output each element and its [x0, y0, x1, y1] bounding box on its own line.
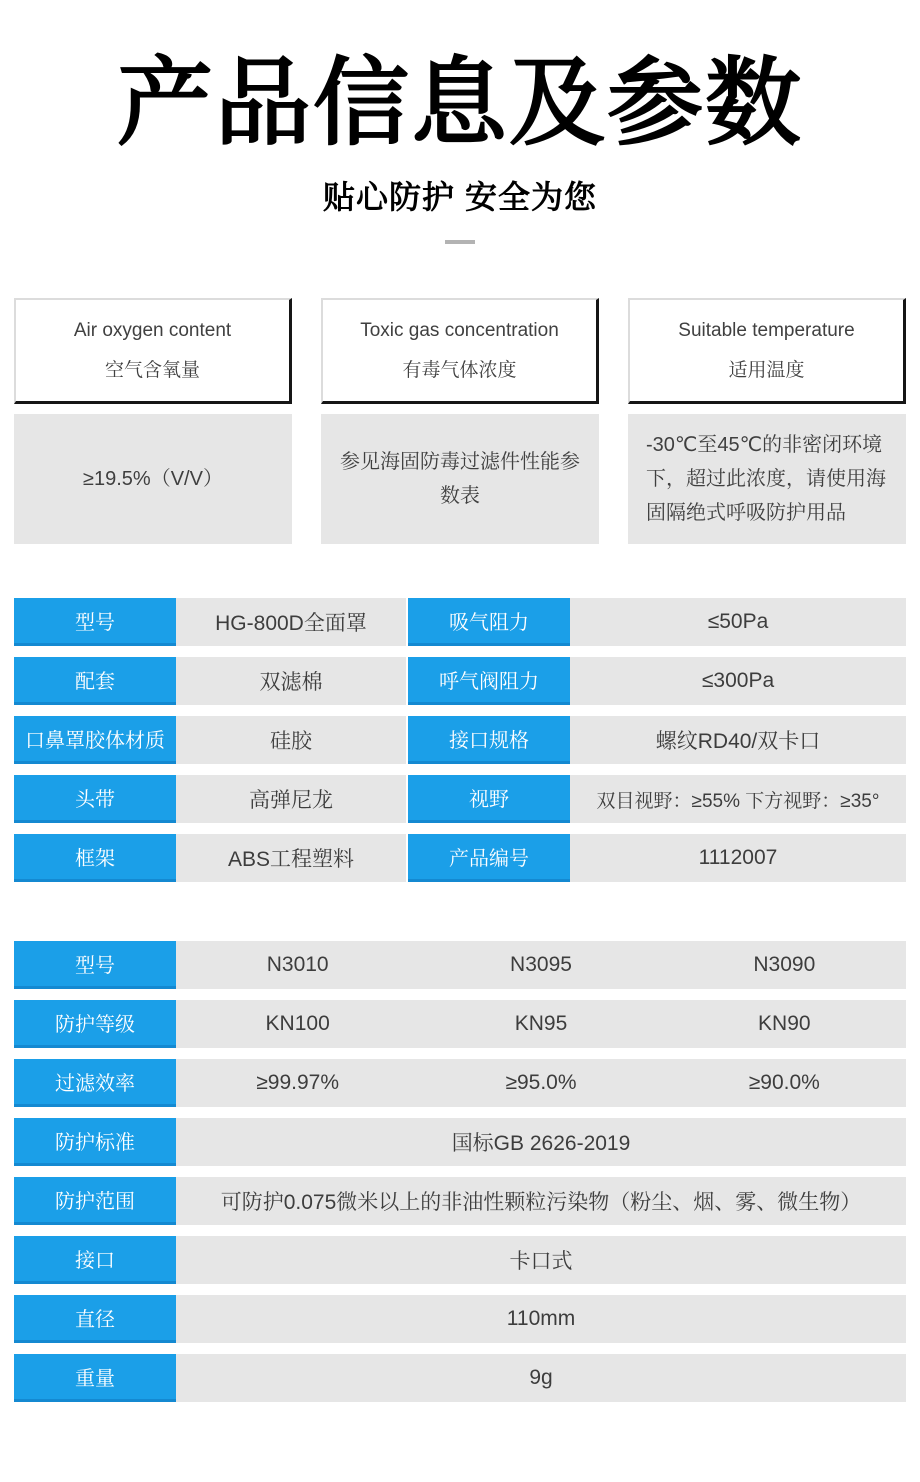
info-card-value-temperature: -30℃至45℃的非密闭环境下，超过此浓度，请使用海固隔绝式呼吸防护用品 [628, 414, 906, 544]
mask-spec-table [14, 598, 906, 882]
info-card-toxic-gas [321, 298, 599, 404]
table-value-cell: 硅胶 [176, 716, 406, 764]
table-label-cell: 重量 [14, 1354, 176, 1402]
table-value-cell: ≤50Pa [570, 598, 906, 646]
table-value-cell: KN95 [514, 1012, 568, 1035]
table-label-cell: 口鼻罩胶体材质 [14, 716, 176, 764]
table-value-cell: ≥90.0% [748, 1071, 820, 1094]
table-value-cell: KN100 [265, 1012, 330, 1035]
info-card-title-en: Air oxygen content [73, 319, 232, 341]
info-card-temperature [628, 298, 906, 404]
table-label-cell: 防护标准 [14, 1118, 176, 1166]
table-value-cell: 9g [176, 1354, 906, 1402]
table-row [14, 1177, 906, 1225]
table-label-cell: 头带 [14, 775, 176, 823]
table-value-cell: 双目视野：≥55% 下方视野：≥35° [570, 775, 906, 823]
table-value-group [176, 941, 906, 989]
table-value-cell: 1112007 [570, 834, 906, 882]
table-value-cell: N3090 [753, 953, 816, 976]
info-card-title-zh: 有毒气体浓度 [402, 359, 517, 381]
product-info-page [0, 50, 920, 1402]
table-value-cell: ABS工程塑料 [176, 834, 406, 882]
table-row [14, 834, 906, 882]
table-row [14, 1354, 906, 1402]
table-value-group [176, 1059, 906, 1107]
table-row [14, 1059, 906, 1107]
info-card-value-oxygen: ≥19.5%（V/V） [14, 414, 292, 544]
info-card-title-en: Toxic gas concentration [360, 319, 559, 341]
table-row [14, 941, 906, 989]
info-card-title-en: Suitable temperature [678, 319, 855, 341]
table-label-cell: 接口 [14, 1236, 176, 1284]
table-label-cell: 产品编号 [408, 834, 570, 882]
table-value-cell: KN90 [758, 1012, 811, 1035]
table-label-cell: 过滤效率 [14, 1059, 176, 1107]
table-value-group [176, 1000, 906, 1048]
title-divider [445, 240, 475, 244]
table-value-cell: N3095 [510, 953, 572, 976]
info-card-value-toxic-gas: 参见海固防毒过滤件性能参数表 [321, 414, 599, 544]
info-card-title-zh: 适用温度 [728, 359, 805, 381]
table-label-cell: 型号 [14, 598, 176, 646]
table-value-cell: 高弹尼龙 [176, 775, 406, 823]
filter-spec-table [14, 941, 906, 1402]
table-row [14, 775, 906, 823]
table-label-cell: 型号 [14, 941, 176, 989]
table-label-cell: 配套 [14, 657, 176, 705]
table-value-cell: N3010 [266, 953, 329, 976]
table-value-cell: 卡口式 [176, 1236, 906, 1284]
table-value-cell: 螺纹RD40/双卡口 [570, 716, 906, 764]
info-card-title-zh: 空气含氧量 [104, 359, 200, 381]
table-label-cell: 防护等级 [14, 1000, 176, 1048]
page-title: 产品信息及参数 [117, 50, 803, 157]
page-subtitle: 贴心防护 安全为您 [323, 179, 597, 215]
table-row [14, 1118, 906, 1166]
table-row [14, 1236, 906, 1284]
table-value-cell: 国标GB 2626-2019 [176, 1118, 906, 1166]
table-value-cell: ≤300Pa [570, 657, 906, 705]
table-value-cell: 可防护0.075微米以上的非油性颗粒污染物（粉尘、烟、雾、微生物） [176, 1177, 906, 1225]
info-card-oxygen [14, 298, 292, 404]
table-row [14, 1000, 906, 1048]
table-label-cell: 视野 [408, 775, 570, 823]
table-value-cell: 双滤棉 [176, 657, 406, 705]
table-label-cell: 呼气阀阻力 [408, 657, 570, 705]
table-value-cell: HG-800D全面罩 [176, 598, 406, 646]
table-label-cell: 吸气阻力 [408, 598, 570, 646]
table-row [14, 657, 906, 705]
table-row [14, 716, 906, 764]
table-value-cell: 110mm [176, 1295, 906, 1343]
table-row [14, 1295, 906, 1343]
environment-cards [14, 298, 906, 544]
table-value-cell: ≥95.0% [505, 1071, 577, 1094]
table-label-cell: 接口规格 [408, 716, 570, 764]
table-label-cell: 框架 [14, 834, 176, 882]
hero-header [14, 50, 906, 244]
table-label-cell: 直径 [14, 1295, 176, 1343]
table-label-cell: 防护范围 [14, 1177, 176, 1225]
table-row [14, 598, 906, 646]
table-value-cell: ≥99.97% [256, 1071, 340, 1094]
